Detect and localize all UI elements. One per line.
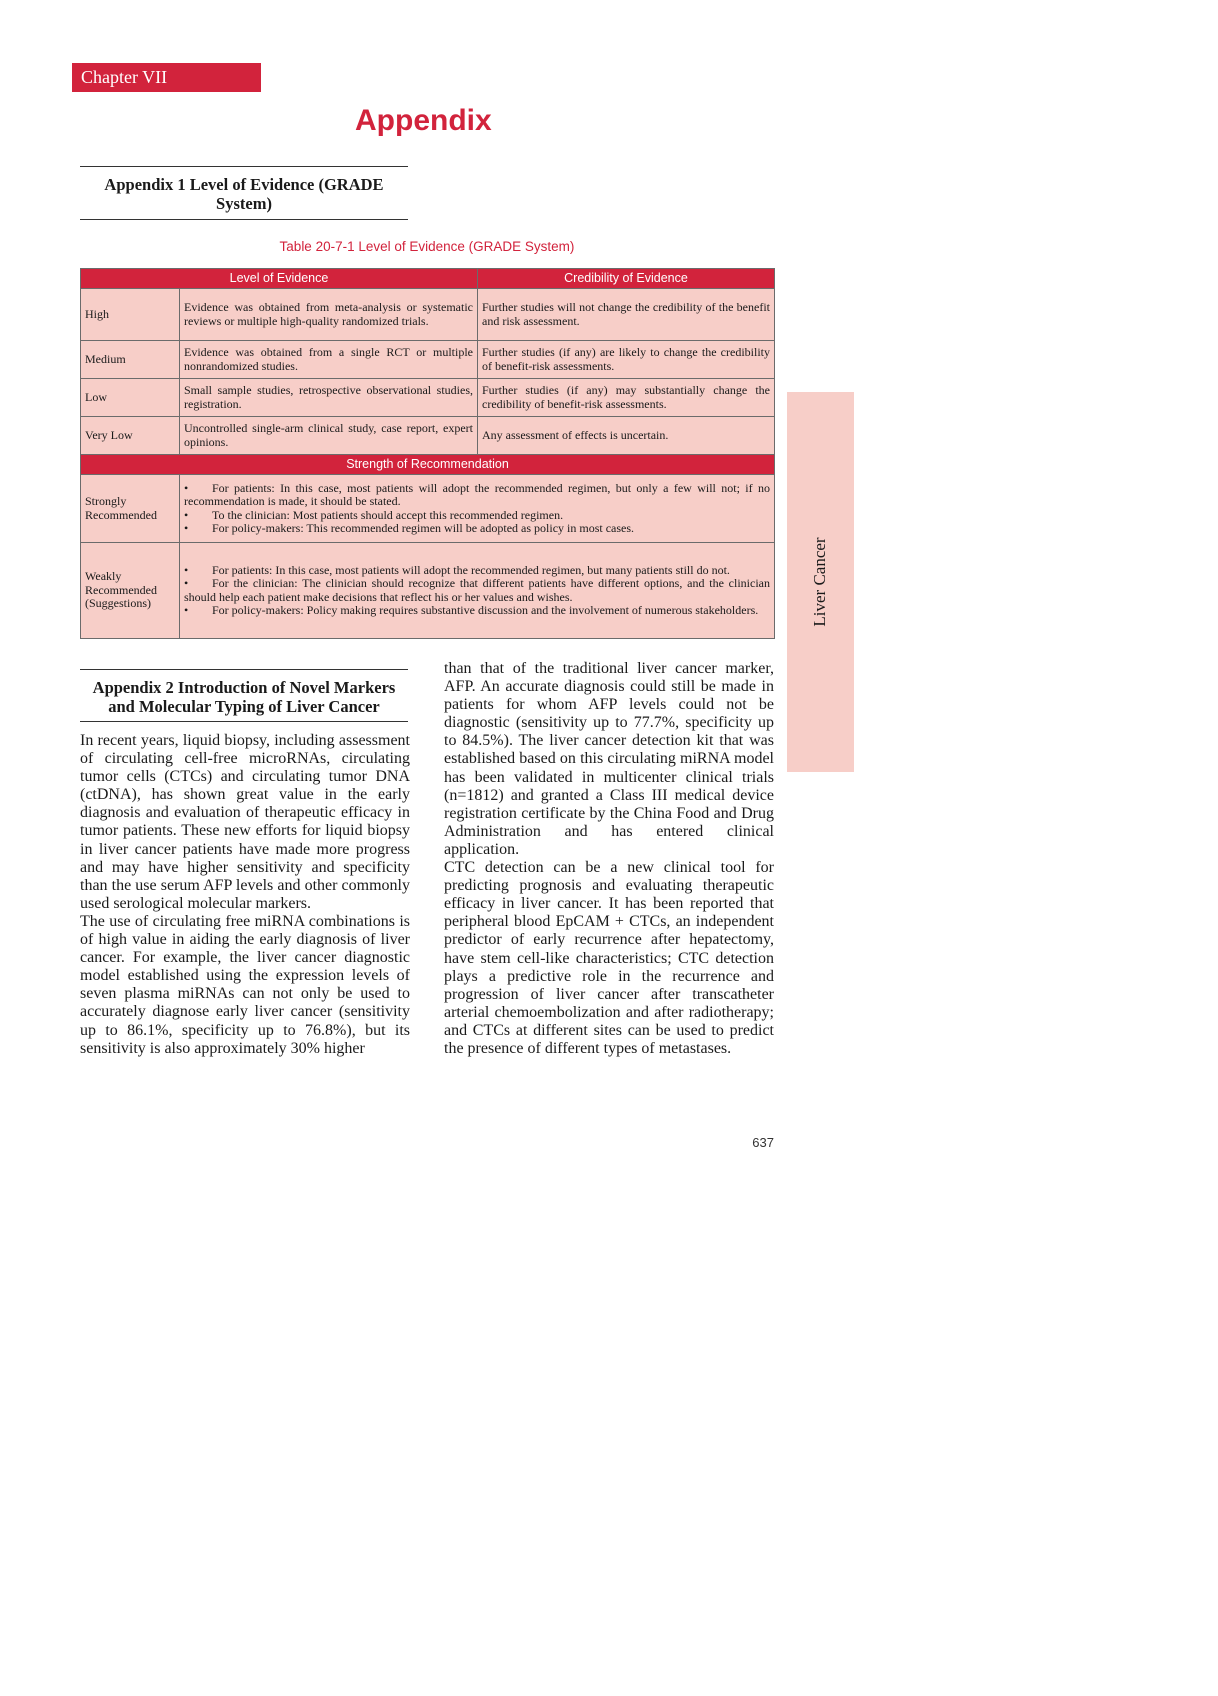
recommendation-text-strong — [180, 475, 775, 543]
bullet-text: For policy-makers: This recommended regimen will be adopted as policy in most cases. — [212, 521, 635, 535]
label-line: Strongly — [85, 494, 127, 508]
bullet-icon: • — [184, 603, 189, 617]
bullet-icon: • — [184, 562, 189, 577]
header-strength-of-recommendation: Strength of Recommendation — [81, 455, 775, 475]
label-line: (Suggestions) — [85, 596, 151, 611]
side-tab-label: Liver Cancer — [810, 537, 829, 627]
appendix-1-heading-line2: System) — [216, 194, 272, 213]
label-line: Recommended — [85, 507, 157, 522]
appendix-1-heading-line1: Appendix 1 Level of Evidence (GRADE — [104, 175, 384, 194]
bullet-item — [184, 482, 770, 509]
recommendation-label-weak — [81, 543, 180, 639]
table-row — [81, 379, 775, 417]
bullet-text: For policy-makers: Policy making requires substantive discussion and the involvement of numerous stakeholders. — [212, 603, 759, 617]
table-row — [81, 341, 775, 379]
credibility-cell: Any assessment of effects is uncertain. — [478, 417, 775, 455]
bullet-icon: • — [184, 521, 189, 535]
bullet-item — [184, 509, 770, 523]
body-column-right — [444, 660, 774, 1058]
body-column-left — [80, 732, 410, 1058]
bullet-item — [184, 604, 770, 618]
recommendation-label-strong — [81, 475, 180, 543]
table-row — [81, 289, 775, 341]
credibility-cell: Further studies (if any) are likely to change the credibility of benefit-risk assessments. — [478, 341, 775, 379]
body-paragraph: than that of the traditional liver cancer marker, AFP. An accurate diagnosis could still be made in patients for whom AFP levels could not be diagnostic (sensitivity up to 77.7%, specificity up to 84.5%). The liver cancer detection kit that was established based on this circulating miRNA model has been validated in multicenter clinical trials (n=1812) and granted a Class III medical device registration certificate by the China Food and Drug Administration and has entered clinical application. — [444, 660, 774, 858]
grade-evidence-table — [80, 268, 775, 639]
level-cell: Medium — [81, 341, 180, 379]
appendix-2-heading-line2: and Molecular Typing of Liver Cancer — [108, 697, 380, 716]
credibility-cell: Further studies (if any) may substantially change the credibility of benefit-risk assessments. — [478, 379, 775, 417]
header-level-of-evidence: Level of Evidence — [81, 269, 478, 289]
bullet-text: For patients: In this case, most patients will adopt the recommended regimen, but many patients still do not. — [212, 562, 730, 577]
appendix-1-heading — [80, 166, 408, 220]
table-row — [81, 417, 775, 455]
label-line: Weakly — [85, 569, 122, 584]
evidence-cell: Small sample studies, retrospective observational studies, registration. — [180, 379, 478, 417]
label-line: Recommended — [85, 582, 157, 597]
chapter-label: Chapter VII — [72, 63, 261, 92]
table-row — [81, 543, 775, 639]
bullet-text: To the clinician: Most patients should accept this recommended regimen. — [212, 507, 564, 522]
bullet-item — [184, 577, 770, 604]
body-paragraph: The use of circulating free miRNA combinations is of high value in aiding the early diagnosis of liver cancer. For example, the liver cancer diagnostic model established using the expression levels of seven plasma miRNAs can not only be used to accurately diagnose early liver cancer (sensitivity up to 86.1%, specificity up to 76.8%), but its sensitivity is also approximately 30% higher — [80, 912, 410, 1057]
evidence-cell: Evidence was obtained from a single RCT or multiple nonrandomized studies. — [180, 341, 478, 379]
appendix-2-heading-line1: Appendix 2 Introduction of Novel Markers — [92, 678, 396, 697]
level-cell: Low — [81, 379, 180, 417]
credibility-cell: Further studies will not change the credibility of the benefit and risk assessment. — [478, 289, 775, 341]
level-cell: High — [81, 289, 180, 341]
header-credibility-of-evidence: Credibility of Evidence — [478, 269, 775, 289]
bullet-icon: • — [184, 480, 189, 495]
recommendation-text-weak — [180, 543, 775, 639]
page-number: 637 — [752, 1135, 774, 1150]
bullet-text: For patients: In this case, most patients will adopt the recommended regimen, but only a few will not; if no recommendation is made, it should be stated. — [184, 480, 770, 508]
table-row — [81, 475, 775, 543]
body-paragraph: CTC detection can be a new clinical tool for predicting prognosis and evaluating therapeutic efficacy in liver cancer. It has been reported that peripheral blood EpCAM + CTCs, an independent predictor of early recurrence after hepatectomy, have stem cell-like characteristics; CTC detection plays a predictive role in the recurrence and progression of liver cancer after transcatheter arterial chemoembolization and after radiotherapy; and CTCs at different sites can be used to predict the presence of different types of metastases. — [444, 859, 774, 1057]
bullet-text: For the clinician: The clinician should recognize that different patients have different options, and the clinician should help each patient make decisions that reflect his or her values and wishes. — [184, 576, 770, 604]
appendix-2-heading — [80, 669, 408, 722]
bullet-icon: • — [184, 507, 189, 522]
body-paragraph: In recent years, liquid biopsy, including assessment of circulating cell-free microRNAs, circulating tumor cells (CTCs) and circulating tumor DNA (ctDNA), has shown great value in the early diagnosis and evaluation of therapeutic efficacy in tumor patients. These new efforts for liquid biopsy in liver cancer patients have made more progress and may have higher sensitivity and specificity than the use serum AFP levels and other commonly used serological molecular markers. — [80, 732, 410, 912]
page-title: Appendix — [355, 104, 492, 137]
level-cell: Very Low — [81, 417, 180, 455]
evidence-cell: Uncontrolled single-arm clinical study, case report, expert opinions. — [180, 417, 478, 455]
evidence-cell: Evidence was obtained from meta-analysis or systematic reviews or multiple high-quality randomized trials. — [180, 289, 478, 341]
bullet-item — [184, 522, 770, 536]
bullet-item — [184, 564, 770, 578]
table-caption: Table 20-7-1 Level of Evidence (GRADE System) — [279, 239, 575, 254]
bullet-icon: • — [184, 576, 189, 590]
